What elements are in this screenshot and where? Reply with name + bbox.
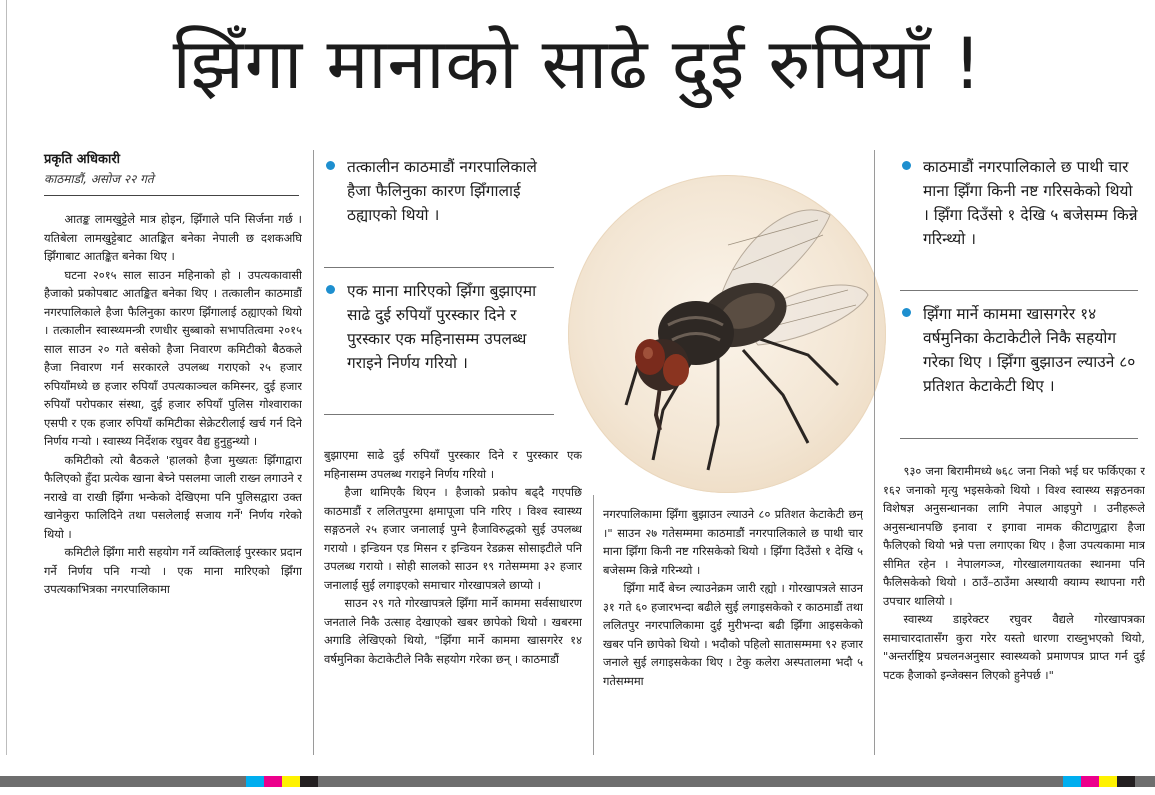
magenta-swatch — [264, 776, 282, 787]
bullet-icon — [326, 285, 335, 294]
column-divider — [313, 150, 314, 755]
paragraph: ९३० जना बिरामीमध्ये ७६८ जना निको भई घर फर्किएका र १६२ जनाको मृत्यु भइसकेको थियो । विश्व स्वास्थ्य सङ्गठनका विशेषज्ञ अनुसन्धानका लागि नेपाल आइपुगे । उनीहरूले अनुसन्धानपछि इनावा र इगावा नामक कीटाणुद्वारा हैजा फैलिएको थियो भन्ने पत्ता लगाएका थिए । हैजा उपत्यकामा मात्र सीमित रहेन । नेपालगञ्ज, गोरखालगायतका स्थानमा पनि फैलिसकेको थियो । ठाउँ–ठाउँमा अस्थायी क्याम्प स्थापना गरी उपचार थालियो । — [883, 464, 1145, 608]
highlight-text: तत्कालीन काठमाडौं नगरपालिकाले हैजा फैलिनुका कारण झिँगालाई ठह्याएको थियो । — [347, 158, 537, 224]
yellow-swatch — [282, 776, 300, 787]
byline-dateline: काठमाडौं, असोज २२ गते — [44, 172, 154, 186]
paragraph: स्वास्थ्य डाइरेक्टर रघुवर वैद्यले गोरखापत्रका समाचारदातासँग कुरा गरेर यस्तो धारणा राख्नुभएको थियो, "अन्तर्राष्ट्रिय प्रचलनअनुसार स्वास्थ्यको प्रमाणपत्र प्राप्त गर्न दुई पटक हैजाको इन्जेक्सन लिएको हुनेपर्छ ।" — [883, 612, 1145, 682]
paragraph: हैजा थामिएकै थिएन । हैजाको प्रकोप बढ्दै गएपछि काठमाडौं र ललितपुरमा क्षमापूजा पनि गरिए । विश्व स्वास्थ्य सङ्गठनले २५ हजार जनालाई पुग्ने हैजाविरुद्धको सुई उपलब्ध गरायो । इन्डियन एड मिसन र इन्डियन रेडक्रस सोसाइटीले पनि उपलब्ध गरायो । सोही सालको साउन १९ गतेसम्ममा ३२ हजार जनालाई सुई लगाइएको समाचार गोरखापत्रले छाप्यो । — [324, 485, 582, 592]
paragraph: कमिटीले झिँगा मारी सहयोग गर्ने व्यक्तिलाई पुरस्कार प्रदान गर्ने निर्णय पनि गर्‍यो । एक माना मारिएको झिँगा उपत्यकाभित्रका नगरपालिकामा — [44, 545, 302, 596]
paragraph: कमिटीको त्यो बैठकले 'हालको हैजा मुख्यतः झिँगाद्वारा फैलिएको हुँदा प्रत्येक खाना बेच्ने पसलमा जाली राख्न लगाउने र नराखे वा राखी झिँगा भन्केको देखिएमा पनि पुलिसद्वारा उक्त खानेकुरा फालिदिने तथा पसलेलाई सजाय गर्ने' निर्णय गरेको थियो । — [44, 452, 302, 541]
highlight-rule — [900, 290, 1138, 291]
black-swatch — [300, 776, 318, 787]
paragraph: बुझाएमा साढे दुई रुपियाँ पुरस्कार दिने र पुरस्कार एक महिनासम्म उपलब्ध गराइने निर्णय गरियो । — [324, 448, 582, 481]
magenta-swatch — [1081, 776, 1099, 787]
highlight-text: झिँगा मार्ने काममा खासगरेर १४ वर्षमुनिका केटाकेटीले निकै सहयोग गरेका थिए । झिँगा बुझाउन ल्याउने ८० प्रतिशत केटाकेटी थिए । — [923, 305, 1136, 395]
housefly-photo — [568, 175, 886, 493]
byline-rule — [44, 195, 299, 196]
highlight-text: काठमाडौं नगरपालिकाले छ पाथी चार माना झिँगा किनी नष्ट गरिसकेको थियो । झिँगा दिउँसो १ देखि ५ बजेसम्म किन्ने गरिन्थ्यो । — [923, 158, 1138, 248]
paragraph: आतङ्क लामखुट्टेले मात्र होइन, झिँगाले पनि सिर्जना गर्छ । यतिबेला लामखुट्टेबाट आतङ्कित बनेका नेपाली छ दशकअघि झिँगाबाट आतङ्कित बनेका थिए । — [44, 212, 302, 263]
highlight-box — [902, 155, 1138, 251]
paragraph: साउन २९ गते गोरखापत्रले झिँगा मार्ने काममा सर्वसाधारण जनताले निकै उत्साह देखाएको खबर छापेको थियो । खबरमा अगाडि लेखिएको थियो, "झिँगा मार्ने काममा खासगरेर १४ वर्षमुनिका केटाकेटीले निकै सहयोग गरेका छन् । काठमाडौं — [324, 596, 582, 666]
footer-bar — [0, 776, 1155, 787]
registration-marks-right — [1063, 776, 1135, 787]
yellow-swatch — [1099, 776, 1117, 787]
headline: झिँगा मानाको साढे दुई रुपियाँ ! — [172, 23, 983, 105]
highlight-box — [326, 155, 554, 227]
column-divider — [874, 150, 875, 755]
highlight-box — [326, 279, 554, 375]
housefly-icon — [568, 175, 886, 493]
article-column-3 — [603, 505, 863, 755]
byline-author: प्रकृति अधिकारी — [44, 152, 121, 167]
paragraph: घटना २०१५ साल साउन महिनाको हो । उपत्यकावासी हैजाको प्रकोपबाट आतङ्कित बनेका थिए । तत्कालीन काठमाडौं नगरपालिकाले हैजा फैलिनुका कारण झिँगालाई ठह्याएको थियो । तत्कालीन स्वास्थ्यमन्त्री रणधीर सुब्बाको सभापतित्वमा २०१५ साल साउन २० गते बसेको हैजा निवारण कमिटीको बैठकले हैजा निवारण गर्न सरकारले उपलब्ध गराएको २५ हजार रुपियाँमध्ये छ हजार रुपियाँ उपत्यकाञ्चल कमिस्नर, दुई हजार रुपियाँ परोपकार संस्था, दुई हजार रुपियाँ पुलिस गोश्वाराका एसपी र एक हजार रुपियाँ कमिटीका सेक्रेटरीलाई खर्च गर्न दिने निर्णय गर्‍यो । स्वास्थ्य निर्देशक रघुवर वैद्य हुनुहुन्थ्यो । — [44, 267, 302, 448]
cyan-swatch — [246, 776, 264, 787]
paragraph: झिँगा मार्दै बेच्न ल्याउनेक्रम जारी रह्यो । गोरखापत्रले साउन ३१ गते ६० हजारभन्दा बढीले सुई लगाइसकेको र काठमाडौं तथा ललितपुर नगरपालिकामा दुई मुरीभन्दा बढी झिँगा आइसकेको खबर पनि छापेको थियो । भदौको पहिलो सातासम्ममा ९२ हजार जनाले सुई लगाइसकेका थिए । टेकु कलेरा अस्पतालमा भदौ ५ गतेसम्ममा — [603, 581, 863, 688]
paragraph: नगरपालिकामा झिँगा बुझाउन ल्याउने ८० प्रतिशत केटाकेटी छन् ।" साउन २७ गतेसम्ममा काठमाडौं नगरपालिकाले छ पाथी चार माना झिँगा किनी नष्ट गरिसकेको थियो । झिँगा दिउँसो १ देखि ५ बजेसम्म किन्ने गरिन्थ्यो । — [603, 507, 863, 577]
highlight-rule — [900, 438, 1138, 439]
byline — [44, 150, 299, 196]
highlight-rule — [324, 267, 554, 268]
article-column-4 — [883, 462, 1145, 762]
bullet-icon — [902, 308, 911, 317]
article-column-1 — [44, 210, 302, 750]
column-divider — [593, 495, 594, 755]
black-swatch — [1117, 776, 1135, 787]
bullet-icon — [326, 161, 335, 170]
article-column-2 — [324, 446, 582, 754]
highlight-rule — [324, 414, 554, 415]
cyan-swatch — [1063, 776, 1081, 787]
highlight-text: एक माना मारिएको झिँगा बुझाएमा साढे दुई रुपियाँ पुरस्कार दिने र पुरस्कार एक महिनासम्म उपलब्ध गराइने निर्णय गरियो । — [347, 282, 537, 372]
registration-marks-left — [246, 776, 318, 787]
bullet-icon — [902, 161, 911, 170]
highlight-box — [902, 302, 1138, 398]
